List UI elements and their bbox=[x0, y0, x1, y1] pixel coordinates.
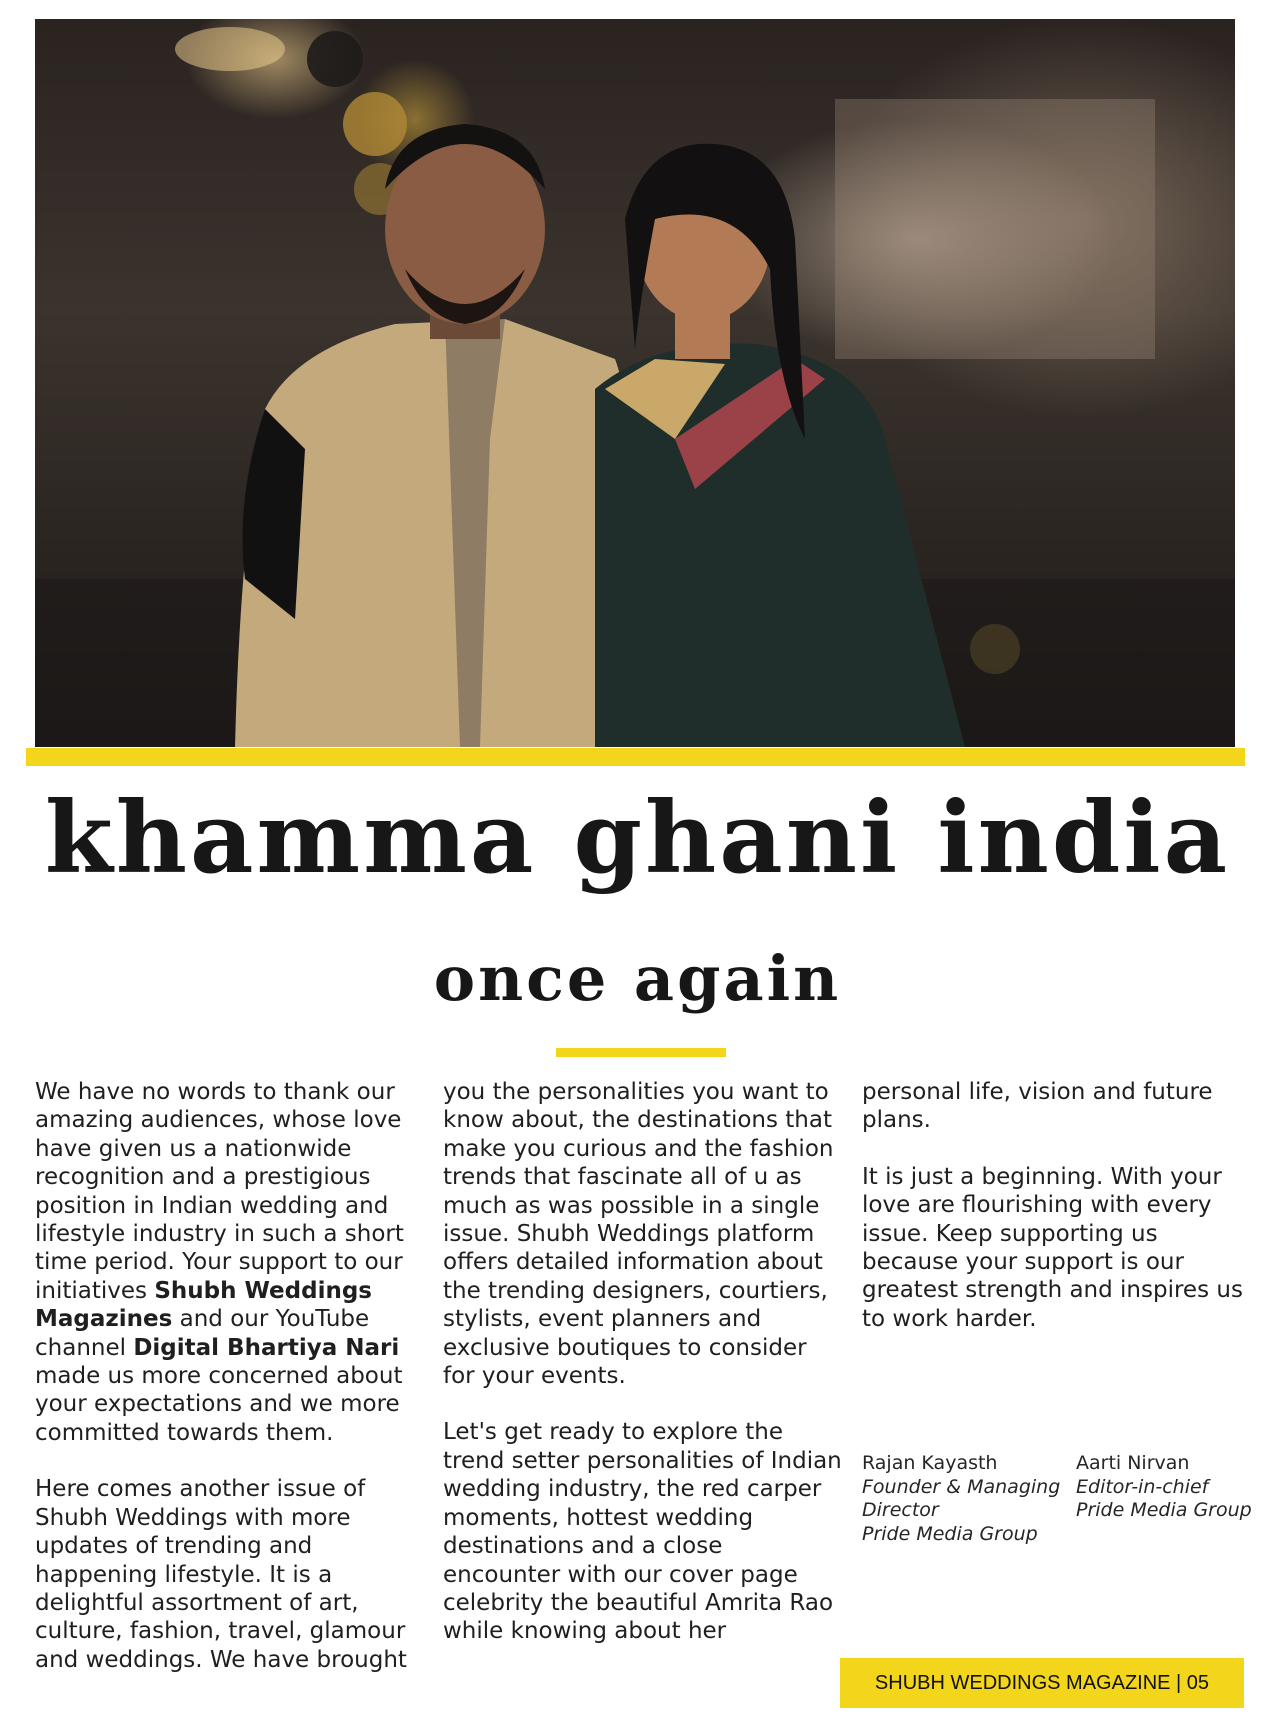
channel-name: Digital Bhartiya Nari bbox=[133, 1334, 400, 1361]
article-column-3 bbox=[862, 1078, 1252, 1361]
paragraph: We have no words to thank our amazing audiences, whose love have given us a nationwide recognition and a prestigious position in Indian wedding and lifestyle industry in such a short time period. Your support to our initiatives Shubh Weddings Magazines and our YouTube channel Digital Bhartiya Nari made us more concerned about your expectations and we more committed towards them. bbox=[35, 1079, 404, 1446]
title-underline bbox=[556, 1048, 726, 1057]
footer-label: SHUBH WEDDINGS MAGAZINE | 05 bbox=[874, 1671, 1210, 1694]
cover-photo bbox=[35, 19, 1235, 747]
paragraph: It is just a beginning. With your love are flourishing with every issue. Keep supporting us because your support is our greatest strength and inspires us to work harder. bbox=[862, 1163, 1243, 1332]
signature-founder bbox=[862, 1452, 1072, 1546]
signature-company: Pride Media Group bbox=[1076, 1499, 1252, 1521]
paragraph: Here comes another issue of Shubh Weddings with more updates of trending and happening lifestyle. It is a delightful assortment of art, culture, fashion, travel, glamour and weddings. We have brought bbox=[35, 1476, 407, 1673]
yellow-divider-bar bbox=[26, 748, 1245, 766]
magazine-name: Shubh Weddings Magazines bbox=[35, 1277, 372, 1333]
page-footer bbox=[840, 1658, 1244, 1708]
signature-editor bbox=[1076, 1452, 1266, 1523]
signature-name: Rajan Kayasth bbox=[862, 1452, 998, 1474]
article-column-2 bbox=[443, 1078, 843, 1674]
subheadline: once again bbox=[433, 942, 842, 1015]
article-column-1 bbox=[35, 1078, 420, 1702]
headline: khamma ghani india bbox=[44, 781, 1231, 896]
signature-company: Pride Media Group bbox=[862, 1522, 1038, 1545]
signature-role: Editor-in-chief bbox=[1076, 1475, 1209, 1498]
signature-role: Founder & Managing Director bbox=[862, 1475, 1061, 1521]
signature-name: Aarti Nirvan bbox=[1076, 1452, 1190, 1474]
paragraph: you the personalities you want to know about, the destinations that make you curious and the fashion trends that fascinate all of u as much as was possible in a single issue. Shubh Weddings platform offers detailed information about the trending designers, courtiers, stylists, event planners and exclusive boutiques to consider for your events. bbox=[443, 1079, 834, 1390]
paragraph: personal life, vision and future plans. bbox=[862, 1079, 1213, 1134]
paragraph: Let's get ready to explore the trend setter personalities of Indian wedding industry, the red carper moments, hottest wedding destinations and a close encounter with our cover page celebrity the beautiful Amrita Rao while knowing about her bbox=[443, 1419, 842, 1645]
couple-illustration bbox=[35, 19, 1235, 747]
